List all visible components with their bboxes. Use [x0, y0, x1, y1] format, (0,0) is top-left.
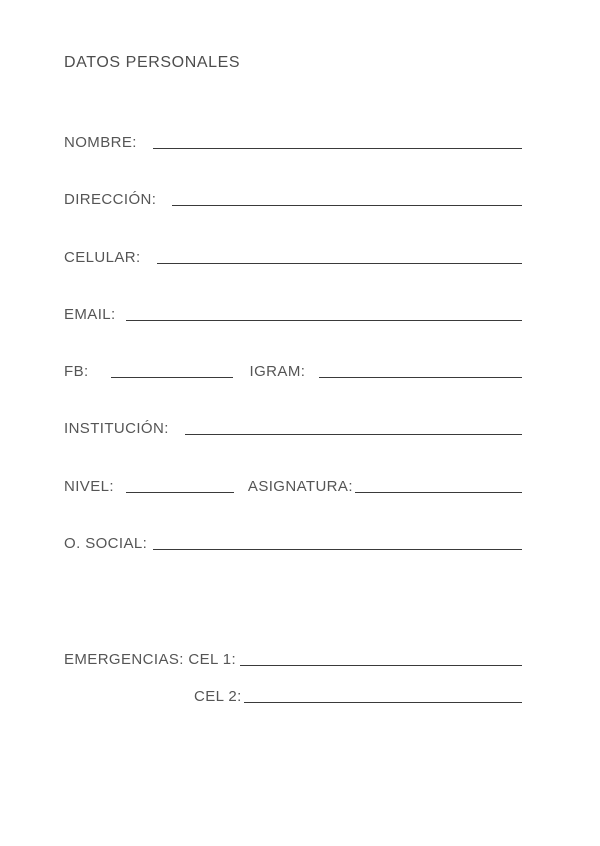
- email-label: EMAIL:: [64, 306, 116, 323]
- institucion-row: [64, 420, 522, 440]
- emergencias-label: EMERGENCIAS: CEL 1:: [64, 651, 237, 668]
- nivel-label: NIVEL:: [64, 478, 114, 495]
- asignatura-field[interactable]: [355, 492, 522, 493]
- social-row: [64, 363, 522, 383]
- nombre-field[interactable]: [153, 148, 522, 149]
- cel2-row: [194, 688, 522, 708]
- igram-field[interactable]: [319, 377, 522, 378]
- page-title: DATOS PERSONALES: [64, 54, 241, 71]
- asignatura-label: ASIGNATURA:: [247, 478, 353, 495]
- cel2-field[interactable]: [244, 702, 522, 703]
- institucion-label: INSTITUCIÓN:: [64, 420, 169, 437]
- email-field[interactable]: [126, 320, 522, 321]
- osocial-field[interactable]: [153, 549, 522, 550]
- direccion-label: DIRECCIÓN:: [64, 191, 157, 208]
- osocial-label: O. SOCIAL:: [64, 535, 148, 552]
- institucion-field[interactable]: [185, 434, 522, 435]
- celular-label: CELULAR:: [64, 249, 141, 266]
- direccion-row: [64, 191, 522, 211]
- emergencias-row: [64, 651, 522, 671]
- nivel-field[interactable]: [126, 492, 234, 493]
- celular-field[interactable]: [157, 263, 522, 264]
- emergencias-cel1-field[interactable]: [240, 665, 522, 666]
- nivel-row: [64, 478, 522, 498]
- cel2-label: CEL 2:: [194, 688, 242, 705]
- fb-field[interactable]: [111, 377, 233, 378]
- nombre-label: NOMBRE:: [64, 134, 137, 151]
- nombre-row: [64, 134, 522, 154]
- igram-label: IGRAM:: [249, 363, 306, 380]
- osocial-row: [64, 535, 522, 555]
- direccion-field[interactable]: [172, 205, 522, 206]
- email-row: [64, 306, 522, 326]
- celular-row: [64, 249, 522, 269]
- fb-label: FB:: [64, 363, 89, 380]
